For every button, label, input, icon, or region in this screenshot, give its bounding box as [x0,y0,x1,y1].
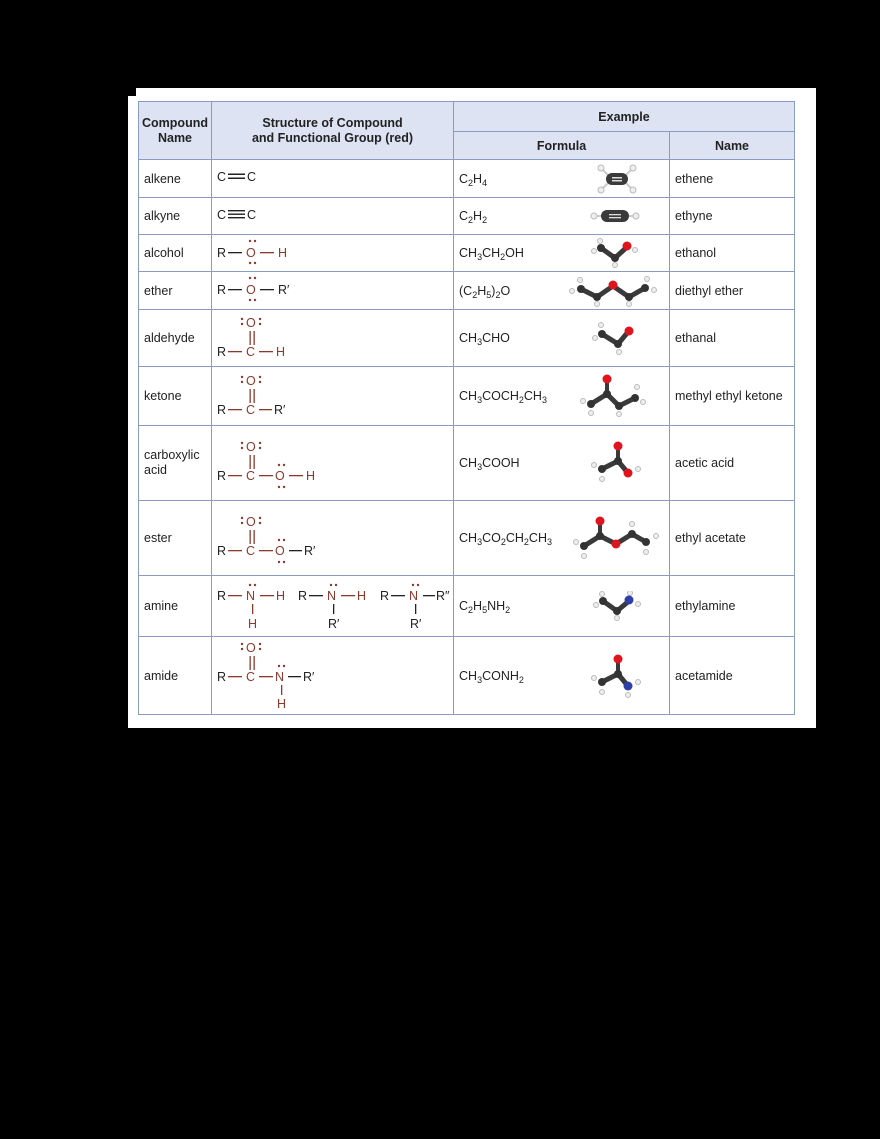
header-structure: Structure of Compound and Functional Group (red) [212,102,454,160]
svg-text:N: N [246,588,256,603]
table-row [139,637,795,715]
structure-cell [212,637,454,715]
formula-text: $CH_3COOH$ [459,456,520,472]
formula-cell [454,501,670,576]
header-name: Name [670,132,795,160]
svg-text:C: C [246,402,256,417]
formula-text: $CH_3CONH_2$ [459,668,524,685]
table-row [139,576,795,637]
example-name: ethanal [670,310,795,367]
example-name: ethanol [670,235,795,272]
structure-cell [212,272,454,310]
svg-text:H: H [278,245,288,260]
ethyl-acetate-model-icon [572,516,662,560]
formula-text: $C_2H_2$ [459,209,488,225]
structure-cell [212,310,454,367]
formula-text: $CH_3CH_2OH$ [459,246,524,262]
svg-text:O: O [246,641,256,655]
svg-text:R′: R′ [328,616,340,630]
compound-name: aldehyde [139,310,212,367]
acetic-acid-model-icon [590,441,646,485]
svg-text:R: R [217,402,227,417]
svg-text:R′: R′ [278,283,290,297]
svg-text:C: C [246,468,256,483]
svg-text:R′: R′ [274,402,286,417]
functional-groups-table [138,101,795,715]
svg-text:H: H [357,588,367,603]
svg-text:R′: R′ [304,543,316,558]
svg-text:C: C [246,344,256,359]
alcohol-structure [217,237,307,267]
svg-text:O: O [275,468,285,483]
table-row [139,198,795,235]
formula-cell [454,426,670,501]
formula-cell [454,160,670,198]
example-name: acetic acid [670,426,795,501]
svg-text:C: C [246,543,256,558]
svg-text:R: R [217,543,227,558]
primary-amine [217,583,285,629]
diethyl-ether-model-icon [567,275,659,307]
svg-text:R′: R′ [410,616,422,630]
compound-name: carboxylic acid [139,426,212,501]
acetamide-model-icon [590,654,646,698]
svg-text:C: C [217,170,227,184]
table-row [139,235,795,272]
svg-text:O: O [246,245,256,260]
header-compound-name: Compound Name [139,102,212,160]
formula-text: $C_2H_4$ [459,171,488,188]
svg-text:H: H [248,616,258,630]
ethylamine-model-icon [591,591,643,621]
example-name: diethyl ether [670,272,795,310]
compound-name: alkyne [139,198,212,235]
formula-cell [454,272,670,310]
alkene-structure [217,167,277,187]
svg-text:H: H [306,468,316,483]
ethyne-model-icon [589,206,641,226]
compound-name: amine [139,576,212,637]
svg-text:O: O [275,543,285,558]
svg-text:R: R [380,588,390,603]
example-name: ethene [670,160,795,198]
structure-cell [212,160,454,198]
corner-notch [128,88,136,96]
svg-text:C: C [217,207,227,222]
ethanol-model-icon [589,238,641,268]
ester-structure [217,509,327,565]
structure-cell [212,235,454,272]
svg-text:R: R [217,588,227,603]
formula-cell [454,576,670,637]
svg-text:N: N [409,588,419,603]
secondary-amine [298,583,366,629]
formula-cell [454,367,670,426]
svg-text:R: R [217,283,227,297]
methyl-ethyl-ketone-model-icon [579,374,649,418]
svg-text:C: C [247,207,257,222]
carboxylic-acid-structure [217,434,327,490]
formula-cell [454,235,670,272]
table-row [139,501,795,576]
amide-structure [217,638,327,710]
formula-text: $C_2H_5NH_2$ [459,599,511,615]
svg-text:H: H [276,588,286,603]
compound-name: ether [139,272,212,310]
header-formula: Formula [454,132,670,160]
svg-text:H: H [276,344,286,359]
example-name: ethyl acetate [670,501,795,576]
svg-text:O: O [246,514,256,529]
svg-text:R′: R′ [303,670,315,684]
table-row [139,272,795,310]
svg-text:R: R [217,344,227,359]
svg-text:H: H [277,697,287,710]
formula-cell [454,637,670,715]
table-row [139,367,795,426]
ketone-structure [217,370,307,420]
svg-text:O: O [246,315,256,330]
svg-text:N: N [327,588,337,603]
amine-structures [217,580,453,630]
structure-cell [212,501,454,576]
table-row [139,160,795,198]
svg-text:R: R [298,588,308,603]
compound-name: ketone [139,367,212,426]
svg-text:O: O [246,439,256,454]
compound-name: alkene [139,160,212,198]
tertiary-amine [380,583,450,629]
svg-text:R: R [217,670,227,684]
example-name: methyl ethyl ketone [670,367,795,426]
formula-text: $(C_2H_5)_2O$ [459,283,511,300]
table-row [139,426,795,501]
aldehyde-structure [217,312,307,362]
header-example: Example [454,102,795,132]
svg-text:N: N [275,670,285,684]
svg-text:O: O [246,373,256,388]
example-name: ethylamine [670,576,795,637]
alkyne-structure [217,205,277,225]
structure-cell [212,367,454,426]
structure-cell [212,198,454,235]
formula-cell [454,198,670,235]
svg-text:C: C [246,670,256,684]
structure-cell [212,426,454,501]
ether-structure [217,274,307,304]
svg-text:O: O [246,283,256,297]
compound-name: amide [139,637,212,715]
example-name: acetamide [670,637,795,715]
formula-text: $CH_3CO_2CH_2CH_3$ [459,531,552,547]
ethanal-model-icon [590,320,640,356]
structure-cell [212,576,454,637]
svg-text:R: R [217,468,227,483]
formula-text: $CH_3CHO$ [459,331,510,347]
svg-text:R: R [217,245,227,260]
compound-name: alcohol [139,235,212,272]
example-name: ethyne [670,198,795,235]
formula-text: $CH_3COCH_2CH_3$ [459,389,547,405]
svg-text:C: C [247,170,257,184]
svg-text:R″: R″ [436,588,450,603]
table-row [139,310,795,367]
formula-cell [454,310,670,367]
ethene-model-icon [594,164,640,194]
compound-name: ester [139,501,212,576]
